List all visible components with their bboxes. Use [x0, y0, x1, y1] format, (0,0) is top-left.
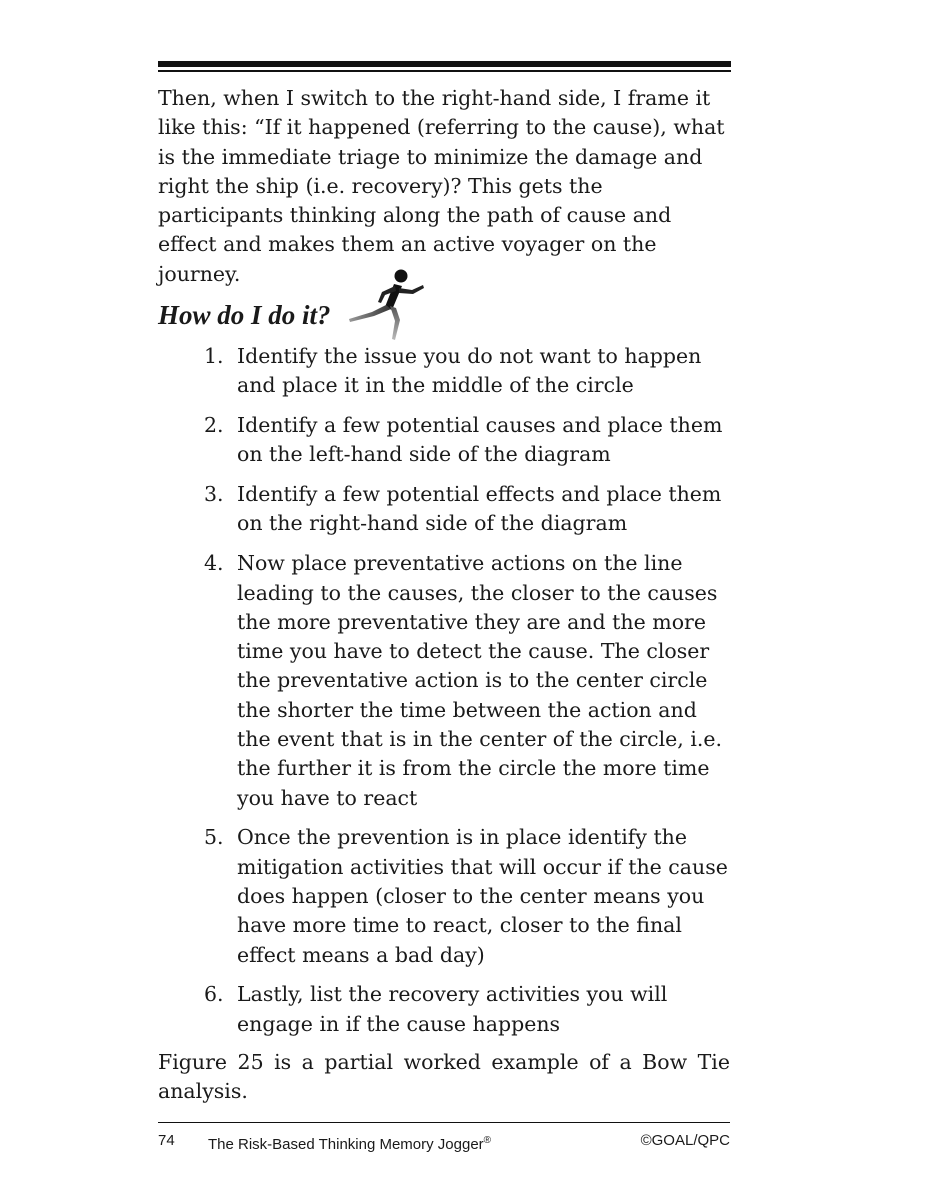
- page-number: 74: [158, 1132, 175, 1149]
- step-text: Identify the issue you do not want to happen and place it in the middle of the circle: [237, 344, 702, 398]
- page-footer: [158, 1131, 730, 1151]
- step-text: Lastly, list the recovery activities you will engage in if the cause happens: [237, 982, 668, 1036]
- top-rule-thin: [158, 70, 731, 72]
- book-title: [208, 1131, 491, 1155]
- steps-list: [204, 342, 730, 1050]
- step-text: Identify a few potential effects and place them on the right-hand side of the diagram: [237, 482, 722, 536]
- list-item: [204, 549, 730, 813]
- intro-paragraph: Then, when I switch to the right-hand side, I frame it like this: “If it happened (referring to the cause), what is the immediate triage to minimize the damage and right the ship (i.e. recovery)? This gets the participants thinking along the path of cause and effect and makes them an active voyager on the journey.: [158, 86, 725, 286]
- step-text: Identify a few potential causes and place them on the left-hand side of the diagram: [237, 413, 723, 467]
- list-item: [204, 980, 730, 1039]
- step-text: Now place preventative actions on the line leading to the causes, the closer to the causes the more preventative they are and the more time you have to detect the cause. The closer the preventative action is to the center circle the shorter the time between the action and the event that is in the center of the circle, i.e. the further it is from the circle the more time you have to react: [237, 551, 723, 810]
- section-heading: How do I do it?: [158, 300, 331, 330]
- step-number: 2.: [204, 413, 224, 438]
- list-item: [204, 411, 730, 470]
- section-heading-row: [158, 296, 730, 338]
- list-item: [204, 823, 730, 969]
- step-number: 5.: [204, 825, 224, 850]
- top-rule-thick: [158, 61, 731, 67]
- registered-mark: ®: [483, 1135, 492, 1146]
- document-page: [158, 0, 730, 1200]
- list-item: [204, 480, 730, 539]
- copyright-notice: ©GOAL/QPC: [640, 1132, 730, 1149]
- step-number: 1.: [204, 344, 224, 368]
- step-number: 6.: [204, 982, 224, 1007]
- list-item: [204, 342, 730, 401]
- step-number: 3.: [204, 482, 224, 507]
- running-person-icon: [344, 266, 436, 344]
- outro-paragraph: Figure 25 is a partial worked example of a Bow Tie analysis.: [158, 1050, 730, 1104]
- book-title-text: The Risk-Based Thinking Memory Jogger: [208, 1136, 484, 1153]
- step-number: 4.: [204, 551, 224, 576]
- footer-rule: [158, 1122, 730, 1123]
- step-text: Once the prevention is in place identify the mitigation activities that will occur if the cause does happen (closer to the center means you have more time to react, closer to the final effect means a bad day): [237, 825, 728, 967]
